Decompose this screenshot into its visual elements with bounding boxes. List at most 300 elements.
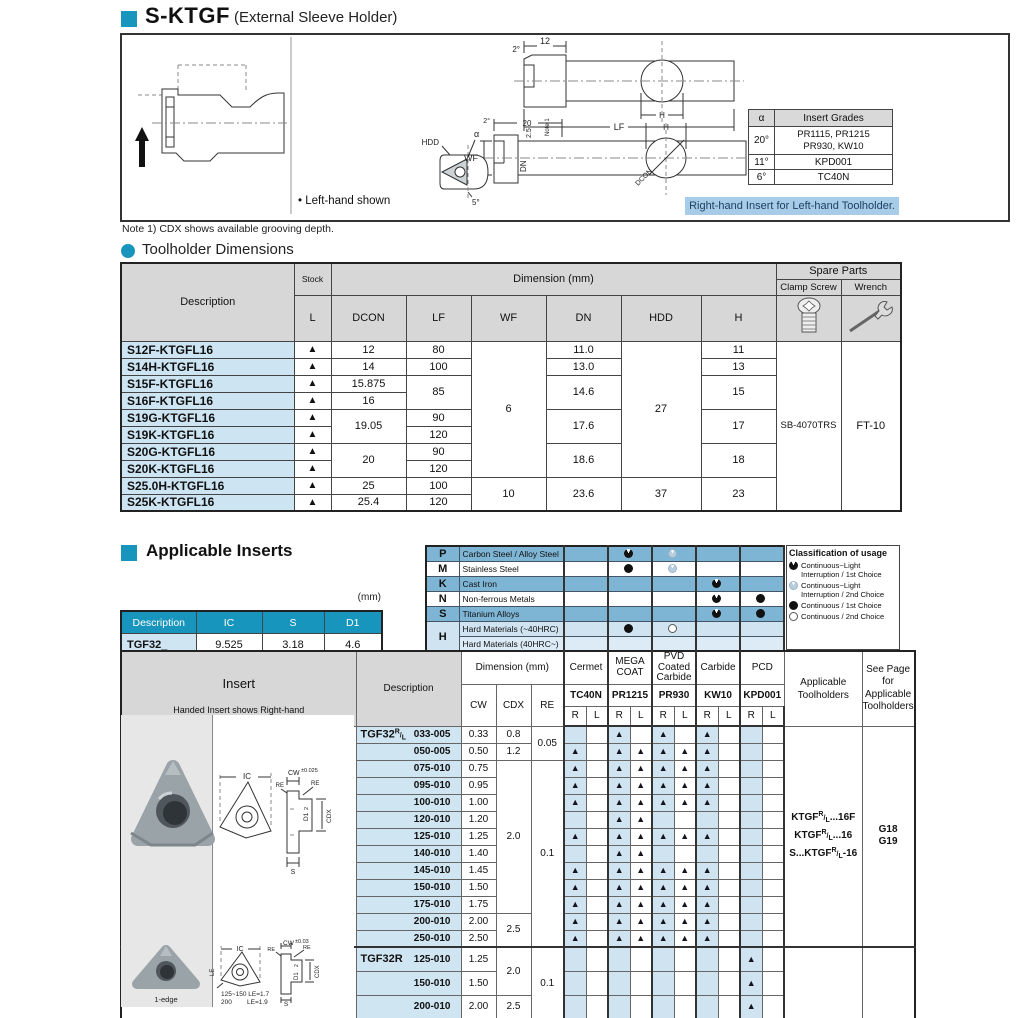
grade-mark-cell <box>564 913 586 930</box>
stock-header: Stock <box>294 263 331 295</box>
grades-cell: KPD001 <box>775 155 893 170</box>
grade-mark-cell <box>674 862 696 879</box>
toolholder-pattern-line: $S...KTGF^R/_L-16$ <box>789 847 858 861</box>
triangle-mark-icon: ▲ <box>702 746 712 756</box>
grade-mark-cell <box>564 879 586 896</box>
grade-mark-cell <box>696 995 718 1018</box>
grade-mark-cell <box>630 879 652 896</box>
insert-description-cell: 150-010 <box>356 971 461 995</box>
dcon-header: DCON <box>331 295 406 341</box>
ic-label: IC <box>236 946 244 953</box>
cw-label: CW <box>283 940 294 947</box>
stock-triangle-icon: ▲ <box>307 344 318 355</box>
circle-usage-icon <box>624 564 633 573</box>
insert-figure-svg <box>121 936 354 1007</box>
triangle-mark-icon: ▲ <box>680 865 690 875</box>
grade-mark-cell <box>608 828 630 845</box>
grade-mark-cell <box>608 794 630 811</box>
triangle-mark-icon: ▲ <box>636 932 646 943</box>
triangle-mark-icon: ▲ <box>614 780 624 790</box>
insert-description-cell: 033-005 $TGF32^R/_L$ <box>356 726 461 743</box>
grade-mark-cell <box>586 743 608 760</box>
insert-series-prefix: TGF32R <box>360 953 403 966</box>
lf-header: LF <box>406 295 471 341</box>
table-row <box>121 341 901 358</box>
grade-mark-cell <box>762 862 784 879</box>
toolholder-pattern-line: $KTGF^R/_L...16F$ <box>791 811 856 825</box>
material-mark-cell <box>608 607 652 622</box>
le-note-line2-val: LE=1.9 <box>247 999 268 1006</box>
grade-mark-cell <box>608 995 630 1018</box>
material-row <box>426 622 784 637</box>
material-mark-cell <box>608 577 652 592</box>
insert-grades-header: Insert Grades <box>775 110 893 127</box>
grade-mark-cell <box>586 879 608 896</box>
dimension-value-cell: 120 <box>406 426 471 443</box>
footnote: Note 1) CDX shows available grooving depth. <box>122 223 334 235</box>
page-subtitle: (External Sleeve Holder) <box>234 9 398 26</box>
grade-mark-cell <box>696 879 718 896</box>
h-header: H <box>701 295 776 341</box>
insert-photo <box>137 946 195 984</box>
grade-mark-cell <box>564 896 586 913</box>
material-mark-cell <box>608 546 652 562</box>
triangle-mark-icon: ▲ <box>614 831 624 841</box>
grade-mark-cell <box>630 896 652 913</box>
grade-mark-cell <box>564 726 586 743</box>
triangle-mark-icon: ▲ <box>570 797 580 807</box>
dimension-value-cell: 13.0 <box>546 358 621 375</box>
toolholder-description-cell: S14H-KTGFL16 <box>121 358 294 375</box>
cw-tol-label: ±0.03 <box>295 939 309 945</box>
legend-text: Continuous~Light Interruption / 1st Choice <box>801 560 882 579</box>
grade-mark-cell <box>652 913 674 930</box>
insert-figure-svg <box>121 715 354 936</box>
rl-header: R <box>652 706 674 726</box>
top-shaft-drawing <box>514 41 744 131</box>
material-label-cell: Titanium Alloys <box>459 607 564 622</box>
triangle-mark-icon: ▲ <box>570 882 580 892</box>
circle-usage-icon <box>789 612 798 621</box>
grade-mark-cell <box>564 794 586 811</box>
see-page-cell <box>862 947 915 1018</box>
re-label: RE <box>267 947 275 953</box>
dimension-value-cell: 100 <box>406 477 471 494</box>
page-reference: G19 <box>878 836 898 848</box>
dim-2-5-label: 2.5 <box>526 128 533 138</box>
insert-grades-table <box>748 109 893 185</box>
material-mark-cell <box>608 622 652 637</box>
dimension-value-cell: 12 <box>331 341 406 358</box>
grade-mark-cell <box>564 828 586 845</box>
hand-rl-superscript: $^R/_L$ <box>831 847 843 861</box>
rl-header: L <box>586 706 608 726</box>
stock-cell <box>294 341 331 358</box>
insert-description-cell: 175-010 <box>356 896 461 913</box>
material-row <box>426 577 784 592</box>
triangle-mark-icon: ▲ <box>658 746 668 756</box>
dim-d1-value: 4.6 <box>324 634 382 657</box>
circle-usage-icon <box>756 609 765 618</box>
grade-mark-cell <box>608 811 630 828</box>
triangle-mark-icon: ▲ <box>636 899 646 909</box>
insert-description-cell: 075-010 <box>356 760 461 777</box>
triangle-mark-icon: ▲ <box>702 780 712 790</box>
toolholder-description-cell: S15F-KTGFL16 <box>121 375 294 392</box>
toolholder-description-cell: S12F-KTGFL16 <box>121 341 294 358</box>
grade-mark-cell <box>630 743 652 760</box>
triangle-mark-icon: ▲ <box>614 729 624 740</box>
material-letter-cell: K <box>426 577 459 592</box>
material-label-cell: Hard Materials (~40HRC) <box>459 622 564 637</box>
one-edge-label: 1-edge <box>154 995 178 1004</box>
grade-mark-cell <box>696 862 718 879</box>
triangle-mark-icon: ▲ <box>636 848 646 858</box>
material-mark-cell <box>696 577 740 592</box>
stock-cell <box>294 494 331 511</box>
pacman-usage-icon <box>712 609 721 618</box>
dimension-value-cell: SB-4070TRS <box>776 341 841 511</box>
grade-mark-cell <box>696 845 718 862</box>
grade-mark-cell <box>586 828 608 845</box>
grade-mark-cell <box>564 862 586 879</box>
dimension-value-cell: 20 <box>331 443 406 477</box>
stock-triangle-icon: ▲ <box>307 412 318 423</box>
triangle-mark-icon: ▲ <box>702 899 712 909</box>
grade-mark-cell <box>586 896 608 913</box>
dimension-value-cell: 120 <box>406 460 471 477</box>
dim-d1-header: D1 <box>324 611 382 634</box>
pacman-usage-icon <box>668 564 677 573</box>
grade-mark-cell <box>608 896 630 913</box>
grade-mark-cell <box>674 845 696 862</box>
triangle-mark-icon: ▲ <box>570 763 580 773</box>
dimension-value-cell: 17.6 <box>546 409 621 443</box>
re-label: RE <box>303 945 311 951</box>
spare-parts-header: Spare Parts <box>776 263 901 279</box>
triangle-mark-icon: ▲ <box>570 916 580 926</box>
cw-value-cell: 1.40 <box>461 845 496 862</box>
grades-cell: TC40N <box>775 170 893 185</box>
deg2-label: 2 <box>294 964 300 967</box>
grade-mark-cell <box>630 828 652 845</box>
triangle-mark-icon: ▲ <box>570 865 580 875</box>
rl-header: R <box>740 706 762 726</box>
right-hand-insert-banner: Right-hand Insert for Left-hand Toolholder. <box>685 197 899 215</box>
grade-mark-cell <box>674 777 696 794</box>
triangle-mark-icon: ▲ <box>570 932 580 943</box>
grade-mark-cell <box>740 760 762 777</box>
angle-cell: 20° <box>749 127 775 155</box>
toolholder-pattern-line: $KTGF^R/_L...16$ <box>794 829 853 843</box>
circle-usage-icon <box>668 624 677 633</box>
insert-description-cell: 150-010 <box>356 879 461 896</box>
stock-triangle-icon: ▲ <box>307 429 318 440</box>
triangle-mark-icon: ▲ <box>570 746 580 756</box>
grade-mark-cell <box>696 777 718 794</box>
grade-mark-cell <box>674 879 696 896</box>
triangle-mark-icon: ▲ <box>658 916 668 926</box>
pacman-usage-icon <box>624 549 633 558</box>
triangle-mark-icon: ▲ <box>658 797 668 807</box>
rl-header: L <box>762 706 784 726</box>
grade-mark-cell <box>674 995 696 1018</box>
grade-mark-cell <box>564 845 586 862</box>
grade-type-header: Cermet <box>564 651 608 684</box>
circle-usage-icon <box>624 624 633 633</box>
grade-mark-cell <box>762 930 784 947</box>
triangle-mark-icon: ▲ <box>636 916 646 926</box>
grade-mark-cell <box>652 896 674 913</box>
dimension-value-cell: 85 <box>406 375 471 409</box>
material-mark-cell <box>740 592 784 607</box>
triangle-mark-icon: ▲ <box>636 865 646 875</box>
dim-s-header: S <box>262 611 324 634</box>
grade-mark-cell <box>718 777 740 794</box>
le-label: LE <box>210 968 216 976</box>
triangle-mark-icon: ▲ <box>636 763 646 773</box>
s-label: S <box>290 869 296 876</box>
dim-ic-header: IC <box>196 611 262 634</box>
material-row <box>426 546 784 562</box>
re-value-cell: 0.1 <box>531 760 564 947</box>
dimension-value-cell: 18 <box>701 443 776 477</box>
rl-header: L <box>630 706 652 726</box>
rl-header: L <box>674 706 696 726</box>
material-mark-cell <box>564 546 608 562</box>
material-mark-cell <box>564 622 608 637</box>
teal-square-bullet <box>121 545 137 561</box>
triangle-mark-icon: ▲ <box>680 831 690 841</box>
grade-mark-cell <box>652 743 674 760</box>
dimension-value-cell: 11.0 <box>546 341 621 358</box>
insert-description-cell: 250-010 <box>356 930 461 947</box>
material-mark-cell <box>652 546 696 562</box>
triangle-mark-icon: ▲ <box>658 729 668 740</box>
material-letter-cell: N <box>426 592 459 607</box>
dim-5deg-label: 5° <box>472 198 480 207</box>
dimension-value-cell: 10 <box>471 477 546 511</box>
grade-mark-cell <box>652 947 674 971</box>
wrench-header: Wrench <box>841 279 901 295</box>
dimension-mm-header: Dimension (mm) <box>461 651 564 684</box>
triangle-mark-icon: ▲ <box>680 932 690 943</box>
pacman-usage-icon <box>789 561 798 570</box>
stock-triangle-icon: ▲ <box>307 361 318 372</box>
grade-mark-cell <box>630 811 652 828</box>
grade-mark-cell <box>608 743 630 760</box>
applicable-toolholders-cell <box>784 947 862 1018</box>
hand-rl-superscript: $^R/_L$ <box>818 811 830 825</box>
triangle-mark-icon: ▲ <box>570 831 580 841</box>
wrench-icon <box>845 297 897 337</box>
stock-triangle-icon: ▲ <box>307 378 318 389</box>
grade-mark-cell <box>630 726 652 743</box>
toolholder-description-cell: S25K-KTGFL16 <box>121 494 294 511</box>
grade-mark-cell <box>564 760 586 777</box>
grade-mark-cell <box>762 995 784 1018</box>
dim-2deg-bottom-label: 2° <box>483 118 490 125</box>
grade-mark-cell <box>718 947 740 971</box>
cw-value-cell: 0.50 <box>461 743 496 760</box>
cw-value-cell: 1.20 <box>461 811 496 828</box>
grade-mark-cell <box>740 995 762 1018</box>
grade-mark-cell <box>630 845 652 862</box>
grade-mark-cell <box>652 811 674 828</box>
toolholder-description-cell: S19G-KTGFL16 <box>121 409 294 426</box>
stock-cell <box>294 426 331 443</box>
material-row <box>426 592 784 607</box>
dimension-value-cell: FT-10 <box>841 341 901 511</box>
cw-value-cell: 0.95 <box>461 777 496 794</box>
material-mark-cell <box>564 607 608 622</box>
grade-mark-cell <box>718 794 740 811</box>
grade-mark-cell <box>674 794 696 811</box>
dim-dn-label: DN <box>519 160 528 172</box>
grade-mark-cell <box>630 760 652 777</box>
teal-circle-bullet <box>121 244 135 258</box>
material-mark-cell <box>696 546 740 562</box>
dimension-value-cell: 90 <box>406 409 471 426</box>
triangle-mark-icon: ▲ <box>636 746 646 756</box>
grade-name-header: KW10 <box>696 684 740 706</box>
legend-item <box>789 581 897 599</box>
triangle-mark-icon: ▲ <box>614 848 624 858</box>
rl-header: L <box>718 706 740 726</box>
dim-s-value: 3.18 <box>262 634 324 657</box>
dimension-value-cell: 90 <box>406 443 471 460</box>
triangle-mark-icon: ▲ <box>702 916 712 926</box>
grade-mark-cell <box>674 913 696 930</box>
grade-mark-cell <box>674 828 696 845</box>
dim-h-top-label: H <box>659 111 665 120</box>
insert-description-cell: 140-010 <box>356 845 461 862</box>
re-value-cell: 0.05 <box>531 726 564 760</box>
l-header: L <box>294 295 331 341</box>
stock-triangle-icon: ▲ <box>307 480 318 491</box>
insert-description-cell: 200-010 <box>356 913 461 930</box>
dimension-value-cell: 23 <box>701 477 776 511</box>
material-letter-cell: P <box>426 546 459 562</box>
hand-rl-superscript: $^R/_L$ <box>821 829 833 843</box>
grade-mark-cell <box>762 760 784 777</box>
pacman-usage-icon <box>712 594 721 603</box>
grade-type-header: PVD Coated Carbide <box>652 651 696 684</box>
triangle-mark-icon: ▲ <box>614 746 624 756</box>
triangle-mark-icon: ▲ <box>680 882 690 892</box>
dimension-value-cell: 16 <box>331 392 406 409</box>
re-value-cell: 0.1 <box>531 947 564 1018</box>
grade-mark-cell <box>696 947 718 971</box>
grade-type-header: Carbide <box>696 651 740 684</box>
grade-mark-cell <box>762 896 784 913</box>
dimension-value-cell: 120 <box>406 494 471 511</box>
toolholder-dimensions-table <box>120 262 902 512</box>
dimension-value-cell: 14 <box>331 358 406 375</box>
grades-cell: PR1115, PR1215 PR930, KW10 <box>775 127 893 155</box>
triangle-mark-icon: ▲ <box>680 797 690 807</box>
clamp-screw-icon <box>794 296 824 338</box>
dim-description-value: TGF32_ <box>121 634 196 657</box>
grade-mark-cell <box>652 971 674 995</box>
dimension-value-cell: 15 <box>701 375 776 409</box>
grade-type-header: PCD <box>740 651 784 684</box>
alpha-column-header: α <box>749 110 775 127</box>
grade-mark-cell <box>652 760 674 777</box>
dn-header: DN <box>546 295 621 341</box>
grade-mark-cell <box>630 971 652 995</box>
triangle-mark-icon: ▲ <box>614 916 624 926</box>
dimension-value-cell: 18.6 <box>546 443 621 477</box>
cw-value-cell: 1.75 <box>461 896 496 913</box>
teal-square-bullet <box>121 11 137 27</box>
grade-mark-cell <box>762 811 784 828</box>
re-label: RE <box>311 781 320 787</box>
dimension-value-cell: 37 <box>621 477 701 511</box>
grade-mark-cell <box>674 811 696 828</box>
grade-mark-cell <box>564 777 586 794</box>
description-column-header: Description <box>356 651 461 726</box>
insert-description-cell: 050-005 <box>356 743 461 760</box>
see-page-header: See Page for Applicable Toolholders <box>862 651 915 726</box>
grade-mark-cell <box>674 760 696 777</box>
legend-text: Continuous~Light Interruption / 2nd Choice <box>801 581 885 600</box>
grade-mark-cell <box>608 971 630 995</box>
stock-cell <box>294 375 331 392</box>
material-row <box>426 562 784 577</box>
grade-mark-cell <box>696 794 718 811</box>
alpha-label: α <box>474 129 480 139</box>
grade-mark-cell <box>718 913 740 930</box>
cw-value-cell: 1.50 <box>461 879 496 896</box>
stock-cell <box>294 392 331 409</box>
grade-mark-cell <box>718 811 740 828</box>
stock-triangle-icon: ▲ <box>307 446 318 457</box>
dimension-value-cell: 11 <box>701 341 776 358</box>
insert-description-cell: 120-010 <box>356 811 461 828</box>
material-mark-cell <box>740 622 784 637</box>
grade-mark-cell <box>718 879 740 896</box>
material-mark-cell <box>696 562 740 577</box>
insert-description-cell: 200-010 <box>356 995 461 1018</box>
triangle-mark-icon: ▲ <box>636 797 646 807</box>
grade-mark-cell <box>564 995 586 1018</box>
dimension-value-cell: 14.6 <box>546 375 621 409</box>
triangle-mark-icon: ▲ <box>702 729 712 740</box>
material-label-cell: Cast Iron <box>459 577 564 592</box>
page-reference: G18 <box>878 823 898 835</box>
material-mark-cell <box>740 607 784 622</box>
material-label-cell: Non-ferrous Metals <box>459 592 564 607</box>
clamp-screw-icon-cell <box>776 295 841 341</box>
dim-wf-label: WF <box>464 153 478 163</box>
grade-mark-cell <box>630 930 652 947</box>
triangle-mark-icon: ▲ <box>570 899 580 909</box>
insert-description-cell: 095-010 <box>356 777 461 794</box>
cw-value-cell: 1.25 <box>461 947 496 971</box>
grade-mark-cell <box>696 930 718 947</box>
grade-mark-cell <box>674 971 696 995</box>
note1-label: Note 1 <box>545 118 551 136</box>
grade-mark-cell <box>762 726 784 743</box>
cdx-value-cell: 0.8 <box>496 726 531 743</box>
grade-mark-cell <box>652 845 674 862</box>
grade-mark-cell <box>630 862 652 879</box>
grade-mark-cell <box>740 794 762 811</box>
grade-mark-cell <box>586 845 608 862</box>
material-mark-cell <box>652 622 696 637</box>
grade-mark-cell <box>586 811 608 828</box>
